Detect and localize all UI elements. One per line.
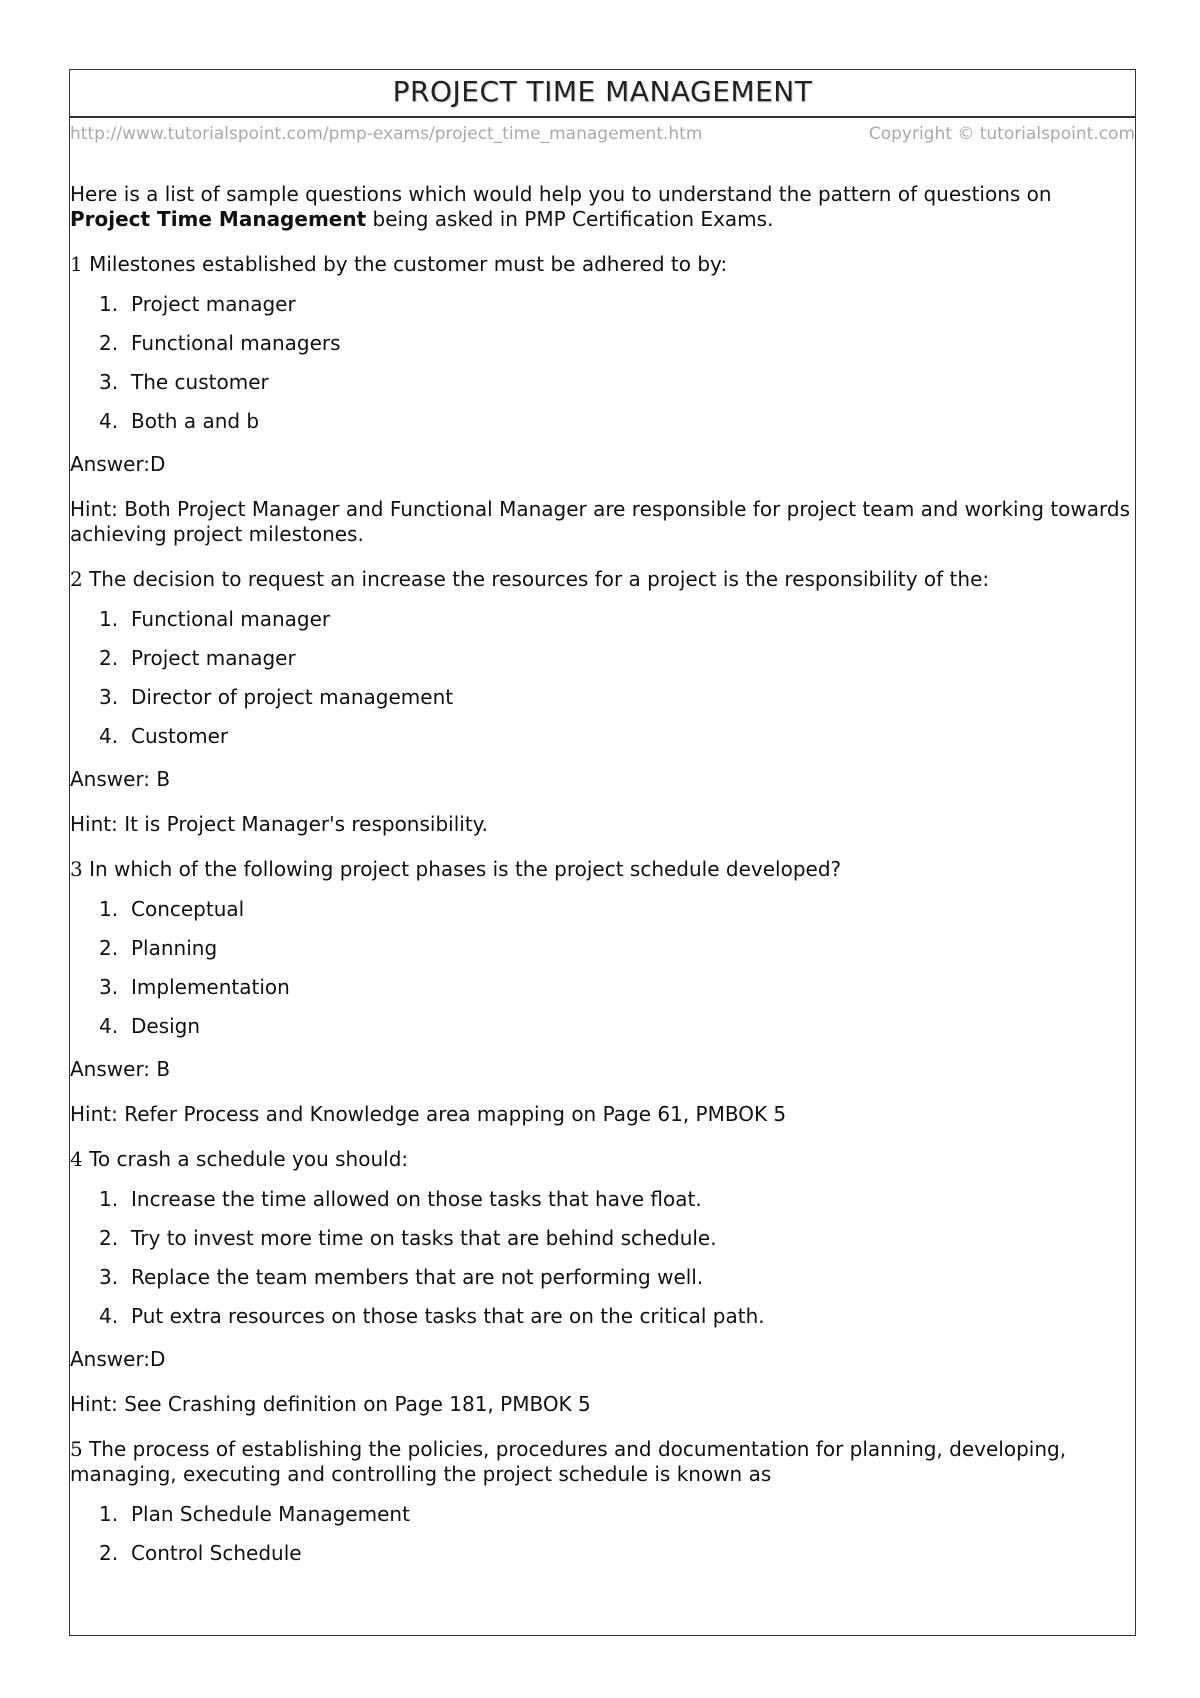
option-number: 2. bbox=[99, 1541, 119, 1565]
question-number: 4 bbox=[70, 1147, 83, 1171]
option-text: Project manager bbox=[131, 292, 296, 316]
option-number: 2. bbox=[99, 331, 119, 355]
option-list bbox=[70, 607, 1135, 748]
answer-line: Answer: B bbox=[70, 1057, 171, 1081]
option-text: Design bbox=[131, 1014, 201, 1038]
question-text bbox=[70, 857, 1135, 882]
option-list bbox=[70, 1187, 1135, 1328]
intro-text-end: being asked in PMP Certification Exams. bbox=[366, 207, 774, 231]
question-text bbox=[70, 1147, 1135, 1172]
question-stem: To crash a schedule you should: bbox=[82, 1147, 409, 1171]
option-list bbox=[70, 1502, 1135, 1565]
question-number: 2 bbox=[70, 567, 83, 591]
option-number: 4. bbox=[99, 724, 119, 748]
option-number: 2. bbox=[99, 646, 119, 670]
option-number: 3. bbox=[99, 685, 119, 709]
hint-line: Hint: It is Project Manager's responsibility. bbox=[70, 812, 489, 836]
option-item bbox=[99, 1304, 1135, 1328]
hint-line: Hint: Refer Process and Knowledge area mapping on Page 61, PMBOK 5 bbox=[70, 1102, 787, 1126]
option-number: 3. bbox=[99, 975, 119, 999]
title-bar bbox=[70, 70, 1135, 118]
option-number: 3. bbox=[99, 370, 119, 394]
source-row bbox=[70, 118, 1135, 150]
option-list bbox=[70, 292, 1135, 433]
option-text: Try to invest more time on tasks that are behind schedule. bbox=[131, 1226, 717, 1250]
question-block bbox=[70, 252, 1135, 547]
question-text bbox=[70, 567, 1135, 592]
option-item bbox=[99, 1226, 1135, 1250]
option-text: Plan Schedule Management bbox=[131, 1502, 410, 1526]
option-item bbox=[99, 897, 1135, 921]
option-item bbox=[99, 936, 1135, 960]
option-number: 2. bbox=[99, 936, 119, 960]
document-body bbox=[70, 182, 1135, 1565]
page-title: PROJECT TIME MANAGEMENT bbox=[392, 75, 813, 108]
option-item bbox=[99, 370, 1135, 394]
option-text: Functional managers bbox=[131, 331, 341, 355]
option-text: Put extra resources on those tasks that are on the critical path. bbox=[131, 1304, 765, 1328]
option-number: 1. bbox=[99, 1187, 119, 1211]
copyright-notice: Copyright © tutorialspoint.com bbox=[868, 124, 1135, 144]
intro-paragraph bbox=[70, 182, 1135, 232]
option-item bbox=[99, 1502, 1135, 1526]
option-text: Control Schedule bbox=[131, 1541, 302, 1565]
option-number: 1. bbox=[99, 897, 119, 921]
option-text: Conceptual bbox=[131, 897, 245, 921]
question-text bbox=[70, 1437, 1135, 1487]
answer-line: Answer:D bbox=[70, 452, 166, 476]
option-text: Project manager bbox=[131, 646, 296, 670]
option-text: Customer bbox=[131, 724, 229, 748]
intro-topic: Project Time Management bbox=[70, 207, 367, 231]
question-block bbox=[70, 567, 1135, 837]
option-text: Both a and b bbox=[131, 409, 260, 433]
option-item bbox=[99, 1014, 1135, 1038]
option-item bbox=[99, 646, 1135, 670]
option-number: 2. bbox=[99, 1226, 119, 1250]
option-text: Implementation bbox=[131, 975, 290, 999]
option-item bbox=[99, 975, 1135, 999]
option-item bbox=[99, 607, 1135, 631]
question-block bbox=[70, 857, 1135, 1127]
question-text bbox=[70, 252, 1135, 277]
question-number: 1 bbox=[70, 252, 83, 276]
option-number: 4. bbox=[99, 409, 119, 433]
question-block bbox=[70, 1437, 1135, 1565]
source-url-link[interactable]: http://www.tutorialspoint.com/pmp-exams/project_time_management.htm bbox=[70, 124, 703, 144]
option-item bbox=[99, 1541, 1135, 1565]
option-item bbox=[99, 1265, 1135, 1289]
option-text: Planning bbox=[131, 936, 218, 960]
question-stem: Milestones established by the customer must be adhered to by: bbox=[82, 252, 728, 276]
question-number: 3 bbox=[70, 857, 83, 881]
option-text: Replace the team members that are not performing well. bbox=[131, 1265, 704, 1289]
option-number: 1. bbox=[99, 292, 119, 316]
option-text: The customer bbox=[131, 370, 269, 394]
option-number: 1. bbox=[99, 607, 119, 631]
option-number: 1. bbox=[99, 1502, 119, 1526]
intro-text: Here is a list of sample questions which would help you to understand the pattern of questions on bbox=[70, 182, 1052, 206]
question-block bbox=[70, 1147, 1135, 1417]
option-text: Functional manager bbox=[131, 607, 331, 631]
hint-line: Hint: See Crashing definition on Page 181, PMBOK 5 bbox=[70, 1392, 591, 1416]
answer-line: Answer:D bbox=[70, 1347, 166, 1371]
option-item bbox=[99, 292, 1135, 316]
option-item bbox=[99, 724, 1135, 748]
option-number: 3. bbox=[99, 1265, 119, 1289]
option-number: 4. bbox=[99, 1014, 119, 1038]
question-number: 5 bbox=[70, 1437, 83, 1461]
question-stem: The process of establishing the policies, procedures and documentation for planning, developing, managing, executing and controlling the project schedule is known as bbox=[70, 1437, 1067, 1486]
question-stem: The decision to request an increase the resources for a project is the responsibility of the: bbox=[82, 567, 990, 591]
option-list bbox=[70, 897, 1135, 1038]
option-item bbox=[99, 331, 1135, 355]
hint-line: Hint: Both Project Manager and Functional Manager are responsible for project team and working towards achieving project milestones. bbox=[70, 497, 1131, 546]
option-item bbox=[99, 685, 1135, 709]
option-text: Increase the time allowed on those tasks that have float. bbox=[131, 1187, 702, 1211]
option-text: Director of project management bbox=[131, 685, 454, 709]
option-item bbox=[99, 1187, 1135, 1211]
option-item bbox=[99, 409, 1135, 433]
question-stem: In which of the following project phases is the project schedule developed? bbox=[82, 857, 842, 881]
answer-line: Answer: B bbox=[70, 767, 171, 791]
page-frame bbox=[69, 69, 1136, 1636]
option-number: 4. bbox=[99, 1304, 119, 1328]
